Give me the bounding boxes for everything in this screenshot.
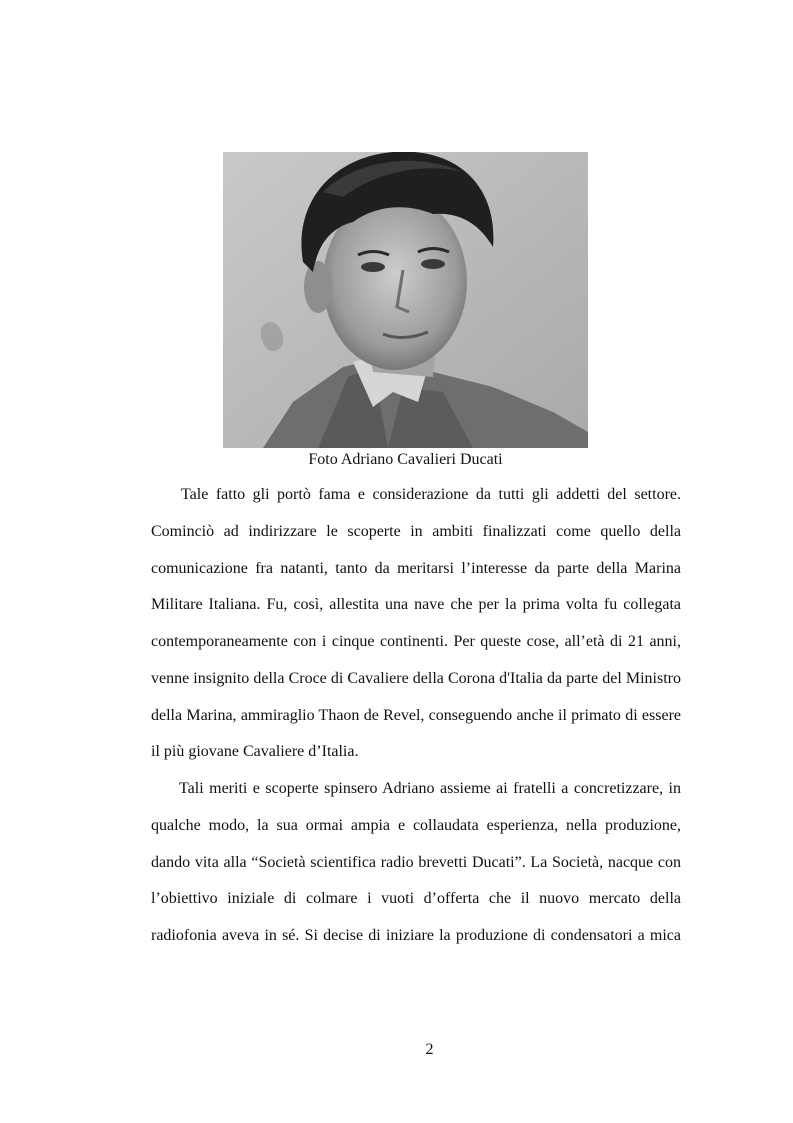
paragraph-2: [151, 779, 681, 963]
text-line: il più giovane Cavaliere d’Italia.: [151, 743, 359, 761]
body-text: [151, 485, 681, 963]
text-line: l’obiettivo iniziale di colmare i vuoti d’offerta che il nuovo mercato della: [151, 890, 681, 908]
page-number: 2: [425, 1041, 434, 1058]
text-line: della Marina, ammiraglio Thaon de Revel, conseguendo anche il primato di essere: [151, 706, 681, 724]
text-line: Tali meriti e scoperte spinsero Adriano assieme ai fratelli a concretizzare, in: [179, 780, 681, 797]
portrait-photo-icon: [223, 152, 588, 448]
text-line: Cominciò ad indirizzare le scoperte in ambiti finalizzati come quello della: [151, 522, 681, 540]
text-line: dando vita alla “Società scientifica radio brevetti Ducati”. La Società, nacque con: [151, 853, 681, 871]
portrait-photo: [223, 152, 588, 448]
photo-caption: Foto Adriano Cavalieri Ducati: [308, 451, 503, 468]
text-line: venne insignito della Croce di Cavaliere della Corona d'Italia da parte del Ministro: [151, 669, 681, 687]
text-line: contemporaneamente con i cinque continenti. Per queste cose, all’età di 21 anni,: [151, 633, 681, 650]
text-line: comunicazione fra natanti, tanto da meritarsi l’interesse da parte della Marina: [151, 559, 681, 577]
text-line: Militare Italiana. Fu, così, allestita una nave che per la prima volta fu collegata: [151, 596, 681, 614]
text-line: radiofonia aveva in sé. Si decise di iniziare la produzione di condensatori a mica: [151, 927, 681, 944]
paragraph-1: [151, 485, 681, 779]
text-line: qualche modo, la sua ormai ampia e collaudata esperienza, nella produzione,: [151, 816, 681, 834]
text-line: Tale fatto gli portò fama e considerazione da tutti gli addetti del settore.: [181, 486, 681, 503]
